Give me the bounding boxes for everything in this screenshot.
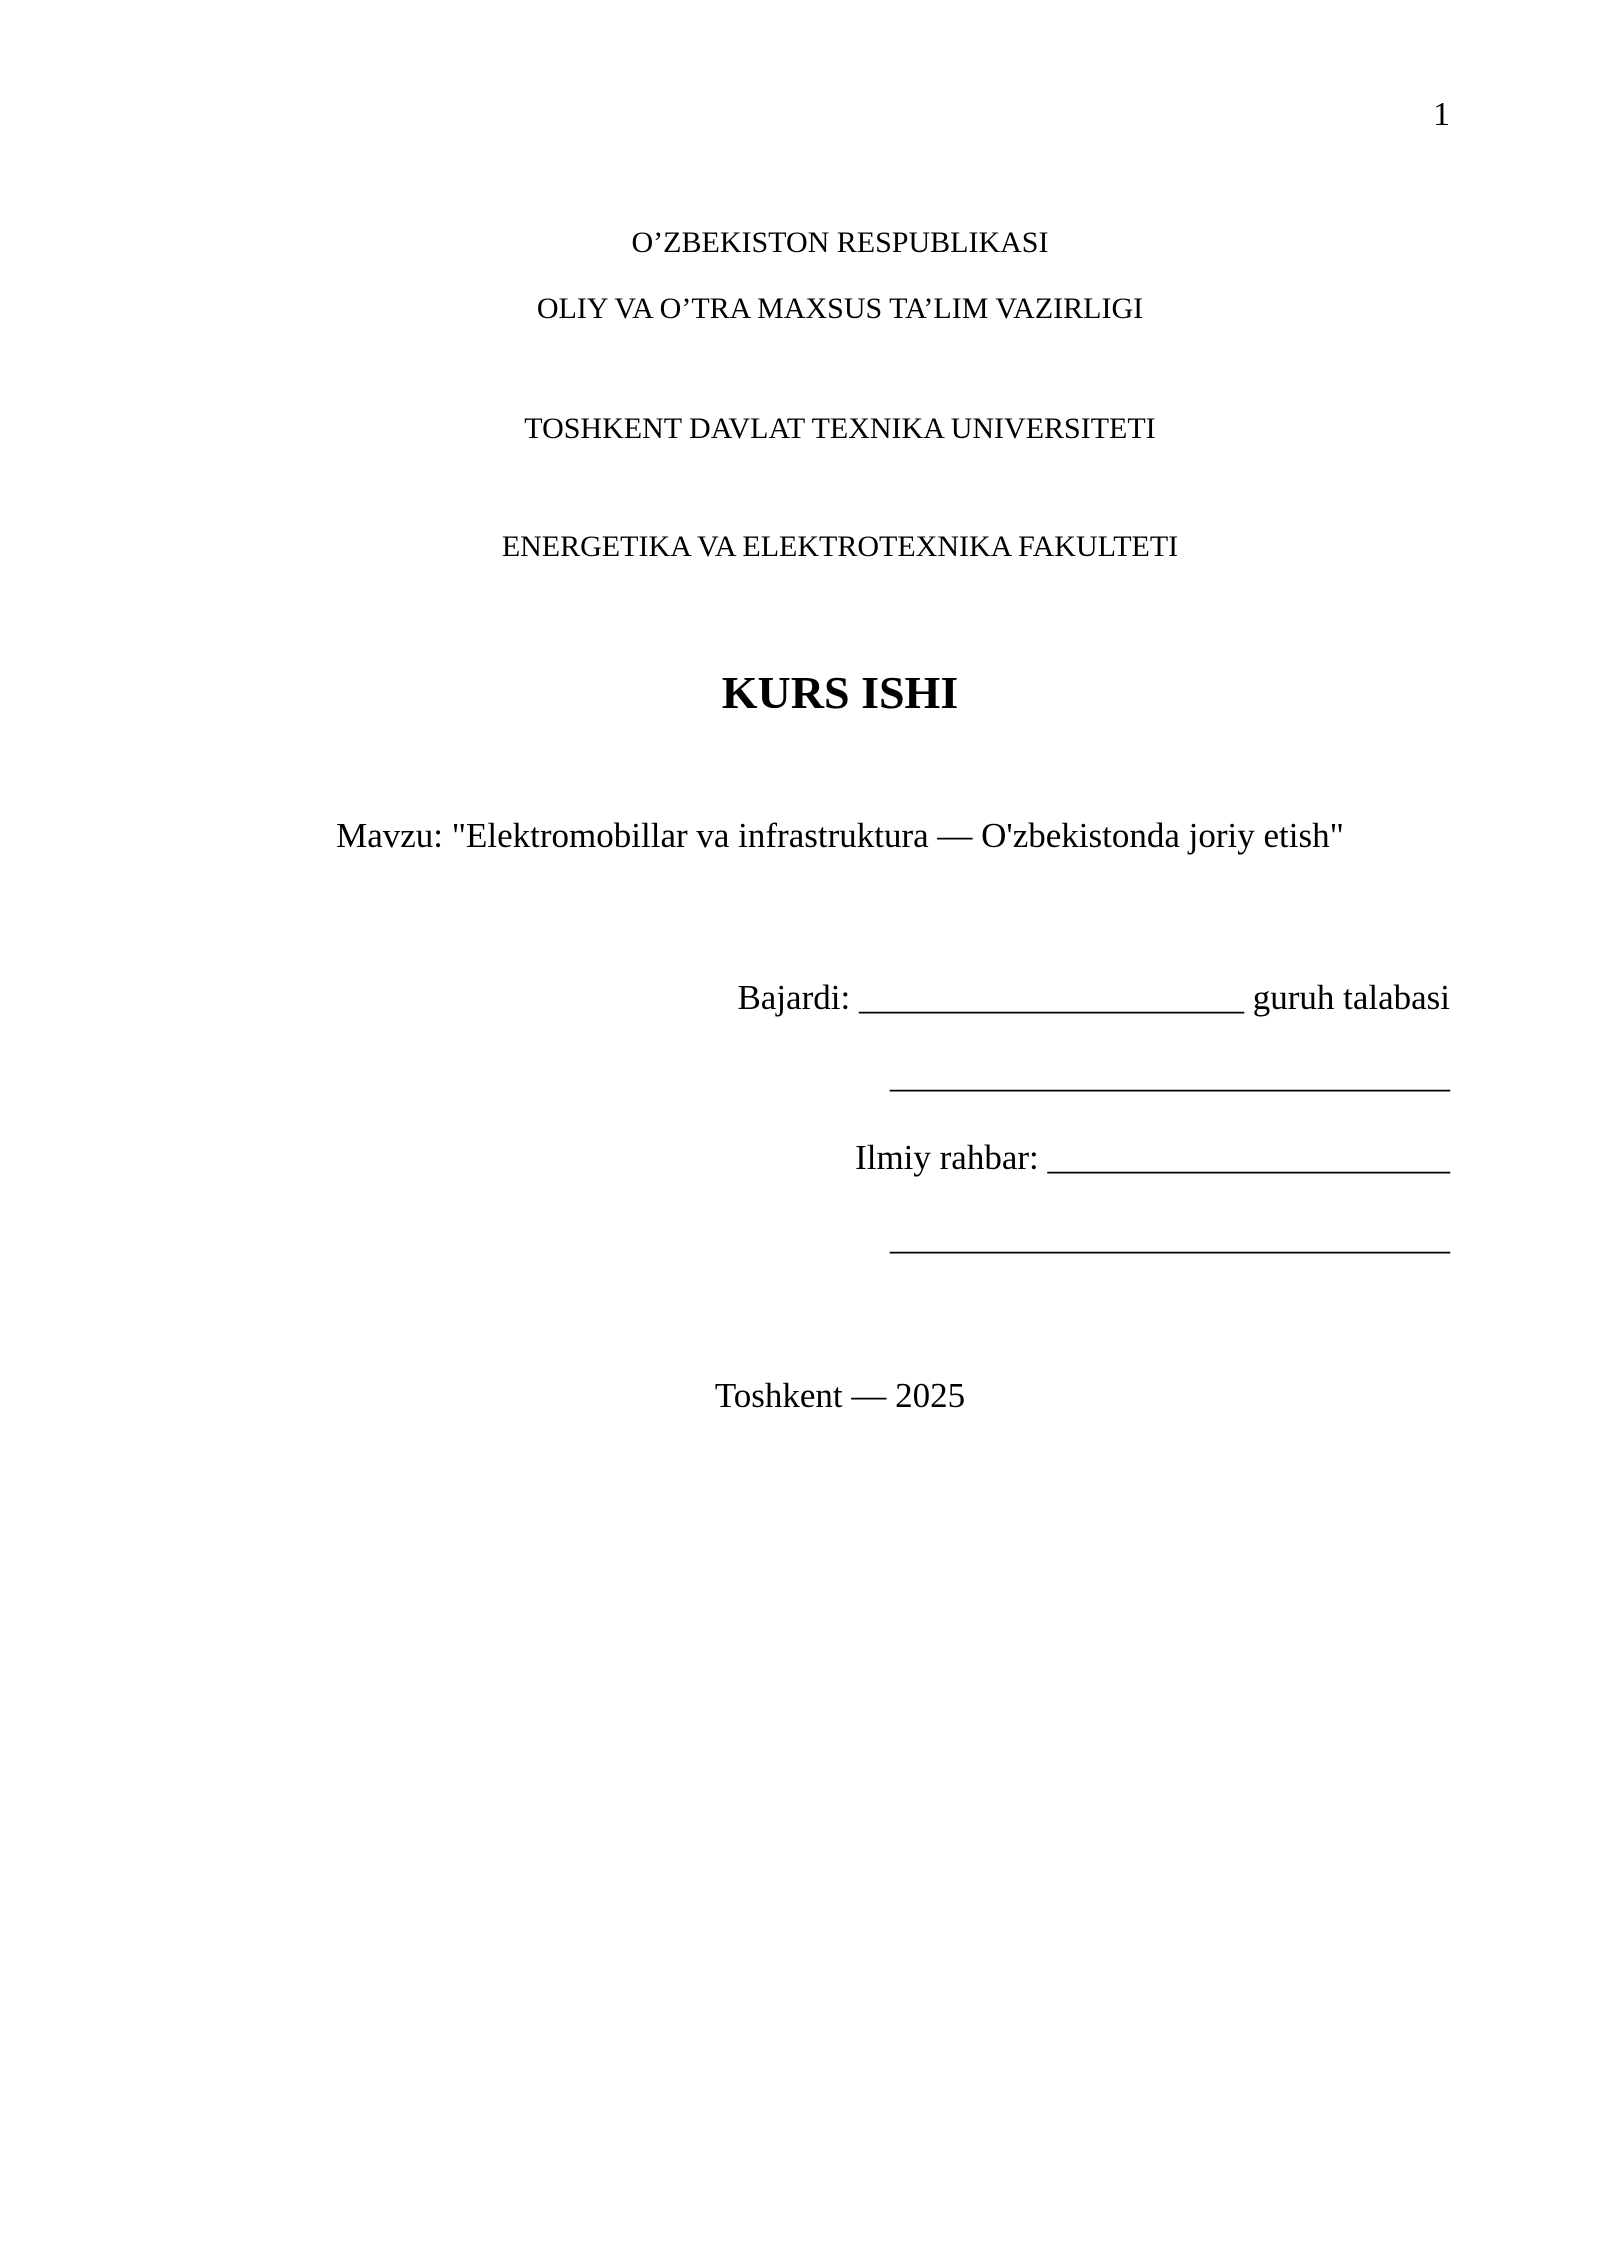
document-title: KURS ISHI bbox=[721, 667, 959, 718]
university-name: TOSHKENT DAVLAT TEXNIKA UNIVERSITETI bbox=[524, 412, 1156, 445]
topic-line: Mavzu: "Elektromobillar va infrastruktura — O'zbekistonda joriy etish" bbox=[336, 816, 1344, 855]
performed-by-line: Bajardi: ______________________ guruh talabasi bbox=[737, 978, 1450, 1017]
advisor-line: Ilmiy rahbar: _______________________ bbox=[855, 1138, 1450, 1177]
ministry-name: OLIY VA O’TRA MAXSUS TA’LIM VAZIRLIGI bbox=[536, 292, 1144, 325]
place-and-year: Toshkent — 2025 bbox=[714, 1376, 966, 1415]
faculty-name: ENERGETIKA VA ELEKTROTEXNIKA FAKULTETI bbox=[501, 530, 1179, 563]
student-name-blank: ________________________________ bbox=[890, 1056, 1450, 1095]
country-name: O’ZBEKISTON RESPUBLIKASI bbox=[631, 226, 1049, 259]
advisor-name-blank: ________________________________ bbox=[890, 1218, 1450, 1257]
page-number: 1 bbox=[1433, 96, 1450, 133]
